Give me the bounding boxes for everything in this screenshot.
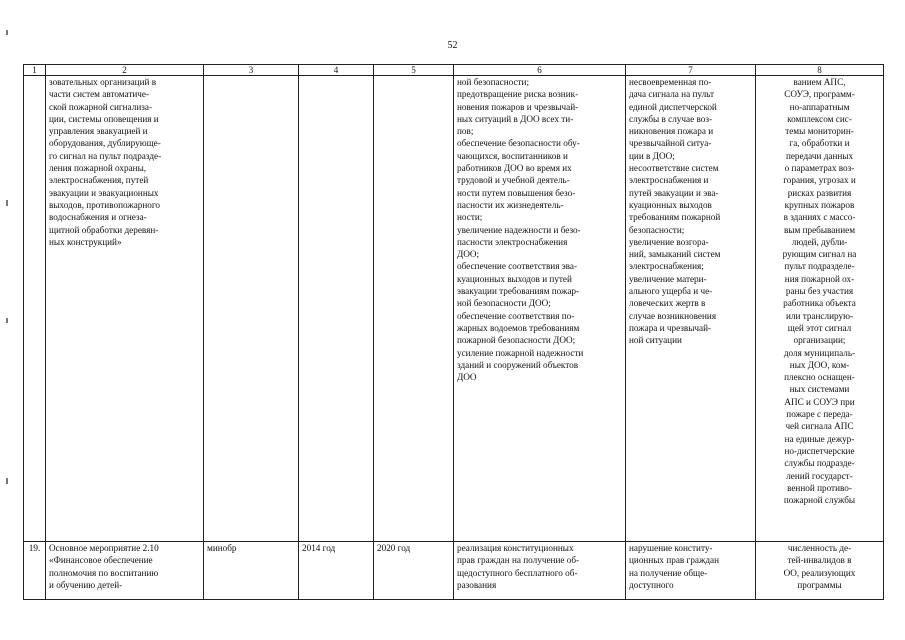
start-year-cell: 2014 год xyxy=(299,542,374,600)
executor-cell xyxy=(204,76,299,542)
text-line: единой диспетчерской xyxy=(629,101,717,112)
text-line: и обучению детей- xyxy=(49,579,123,590)
text-line: разования xyxy=(457,579,497,590)
text-line: трудовой и учебной деятель- xyxy=(457,175,570,186)
text-line: увеличение надежности и безо- xyxy=(457,224,581,235)
text-line: на получение обще- xyxy=(629,567,708,578)
text-line: несоответствие систем xyxy=(629,163,719,174)
text-line: нарушение конститу- xyxy=(629,543,713,553)
text-line: эвакуации требованиям пожар- xyxy=(457,286,580,297)
text-line: увеличение матери- xyxy=(629,273,707,284)
text-line: га, обработки и xyxy=(789,138,850,149)
start-year-cell xyxy=(299,76,374,542)
text-line: куационных выходов и путей xyxy=(457,273,572,284)
text-line: новения пожаров и чрезвычай- xyxy=(457,101,579,112)
indicator-cell xyxy=(756,542,884,600)
text-line: ной безопасности; xyxy=(457,77,530,87)
text-line: случае возникновения xyxy=(629,310,717,321)
consequences-cell xyxy=(626,76,756,542)
binding-mark xyxy=(6,200,8,206)
text-line: службы в случае воз- xyxy=(629,113,713,124)
text-line: работника объекта xyxy=(783,298,856,309)
text-line: предотвращение риска возник- xyxy=(457,89,579,100)
consequences-cell xyxy=(626,542,756,600)
text-line: пожаре с переда- xyxy=(786,409,853,420)
text-line: чей сигнала АПС xyxy=(785,421,854,432)
text-line: пов; xyxy=(457,126,474,137)
text-line: но-диспетчерские xyxy=(784,445,855,456)
text-line: безопасности; xyxy=(629,224,685,235)
text-line: «Финансовое обеспечение xyxy=(49,555,153,566)
text-line: чрезвычайной ситуа- xyxy=(629,138,712,149)
expected-result-cell xyxy=(454,542,626,600)
text-line: части систем автоматиче- xyxy=(49,89,150,100)
text-line: путей эвакуации и эва- xyxy=(629,187,719,198)
text-line: обеспечение соответствия по- xyxy=(457,310,575,321)
text-line: доступного xyxy=(629,579,674,590)
text-line: ской пожарной сигнализа- xyxy=(49,101,153,112)
text-line: ной ситуации xyxy=(629,335,682,346)
end-year-cell xyxy=(374,76,454,542)
text-line: ной безопасности ДОО; xyxy=(457,298,551,309)
text-line: выходов, противопожарного xyxy=(49,199,161,210)
page-number: 52 xyxy=(447,40,458,51)
text-line: пожара и чрезвычай- xyxy=(629,322,712,333)
text-line: ОО, реализующих xyxy=(783,567,856,578)
text-line: пульт подразделе- xyxy=(784,261,855,272)
text-line: щедоступного бесплатного об- xyxy=(457,567,578,578)
binding-mark xyxy=(6,30,8,35)
text-line: управления эвакуацией и xyxy=(49,126,148,137)
text-line: дача сигнала на пульт xyxy=(629,89,715,100)
text-line: плексно оснащен- xyxy=(784,372,855,383)
text-line: чающихся, воспитанников и xyxy=(457,150,568,161)
text-line: ных системами xyxy=(789,384,850,395)
text-line: обеспечение соответствия эва- xyxy=(457,261,578,272)
text-line: программы xyxy=(797,579,842,590)
indicator-cell xyxy=(756,76,884,542)
text-line: пасности электроснабжения xyxy=(457,236,568,247)
text-line: жарных водоемов требованиям xyxy=(457,322,580,333)
text-line: темы мониторин- xyxy=(785,126,854,137)
text-line: ального ущерба и че- xyxy=(629,286,713,297)
text-line: в зданиях с массо- xyxy=(783,212,856,223)
text-line: горания, угрозах и xyxy=(783,175,856,186)
text-line: АПС и СОУЭ при xyxy=(784,396,855,407)
text-line: ности путем повышения безо- xyxy=(457,187,576,198)
end-year-cell: 2020 год xyxy=(374,542,454,600)
text-line: Основное мероприятие 2.10 xyxy=(49,543,159,553)
text-line: передачи данных xyxy=(785,150,854,161)
text-line: водоснабжения и огнеза- xyxy=(49,212,147,223)
table-row-19 xyxy=(24,542,884,600)
text-line: усиление пожарной надежности xyxy=(457,347,584,358)
text-line: требованиям пожарной xyxy=(629,212,721,223)
program-table xyxy=(23,64,884,600)
text-line: прав граждан на получение об- xyxy=(457,555,580,566)
expected-result-cell xyxy=(454,76,626,542)
text-line: ния пожарной ох- xyxy=(784,273,855,284)
table-row-continued xyxy=(24,76,884,542)
column-number: 6 xyxy=(454,65,626,76)
text-line: пасности их жизнедеятель- xyxy=(457,199,564,210)
row-number-cell xyxy=(24,76,46,542)
text-line: тей-инвалидов в xyxy=(787,555,852,566)
text-line: оборудования, дублирующе- xyxy=(49,138,161,149)
text-line: пожарной службы xyxy=(783,495,856,506)
text-line: электроснабжения и xyxy=(629,175,709,186)
text-line: никновения пожара и xyxy=(629,126,714,137)
text-line: эвакуации и эвакуационных xyxy=(49,187,159,198)
column-number: 2 xyxy=(46,65,204,76)
text-line: щитной обработки деревян- xyxy=(49,224,159,235)
text-line: раны без участия xyxy=(785,286,854,297)
text-line: зовательных организаций в xyxy=(49,77,157,87)
text-line: или транслирую- xyxy=(786,310,853,321)
column-number: 7 xyxy=(626,65,756,76)
text-line: доля муниципаль- xyxy=(783,347,856,358)
text-line: людей, дубли- xyxy=(791,236,848,247)
text-line: ных ситуаций в ДОО всех ти- xyxy=(457,113,574,124)
text-line: ДОО xyxy=(457,372,477,383)
executor-cell: минобр xyxy=(204,542,299,600)
column-number: 8 xyxy=(756,65,884,76)
text-line: организации; xyxy=(793,335,846,346)
text-line: ных конструкций» xyxy=(49,236,122,247)
text-line: ления пожарной охраны, xyxy=(49,163,147,174)
text-line: работников ДОО во время их xyxy=(457,163,572,174)
measure-name-cell xyxy=(46,76,204,542)
text-line: куационных выходов xyxy=(629,199,712,210)
text-line: ционных прав граждан xyxy=(629,555,720,566)
text-line: го сигнал на пульт подразде- xyxy=(49,150,162,161)
text-line: но-аппаратным xyxy=(789,101,850,112)
text-line: ции в ДОО; xyxy=(629,150,675,161)
text-line: комплексом сис- xyxy=(787,113,852,124)
column-number: 5 xyxy=(374,65,454,76)
column-number: 3 xyxy=(204,65,299,76)
text-line: увеличение возгора- xyxy=(629,236,709,247)
text-line: электроснабжения; xyxy=(629,261,704,272)
column-number: 4 xyxy=(299,65,374,76)
text-line: полномочия по воспитанию xyxy=(49,567,159,578)
text-line: обеспечение безопасности обу- xyxy=(457,138,580,149)
text-line: ДОО; xyxy=(457,249,480,260)
text-line: крупных пожаров xyxy=(784,199,855,210)
text-line: службы подразде- xyxy=(784,458,855,469)
text-line: реализация конституционных xyxy=(457,543,574,553)
column-number-row xyxy=(24,65,884,76)
row-number-cell: 19. xyxy=(24,542,46,600)
text-line: венной противо- xyxy=(787,482,852,493)
text-line: ний, замыканий систем xyxy=(629,249,721,260)
binding-mark xyxy=(6,318,8,323)
text-line: численность де- xyxy=(787,543,852,553)
text-line: щей этот сигнал xyxy=(787,322,852,333)
binding-mark xyxy=(6,478,8,484)
text-line: лений государст- xyxy=(786,470,853,481)
measure-name-cell xyxy=(46,542,204,600)
text-line: пожарной безопасности ДОО; xyxy=(457,335,576,346)
text-line: СОУЭ, программ- xyxy=(784,89,855,100)
text-line: рисках развития xyxy=(787,187,852,198)
text-line: на единые дежур- xyxy=(784,433,855,444)
text-line: ных ДОО, ком- xyxy=(789,359,850,370)
text-line: зданий и сооружений объектов xyxy=(457,359,579,370)
text-line: рующим сигнал на xyxy=(782,249,857,260)
text-line: вым пребыванием xyxy=(783,224,856,235)
text-line: несвоевременная по- xyxy=(629,77,712,87)
text-line: ности; xyxy=(457,212,483,223)
text-line: ловеческих жертв в xyxy=(629,298,706,309)
text-line: электроснабжения, путей xyxy=(49,175,149,186)
column-number: 1 xyxy=(24,65,46,76)
text-line: ванием АПС, xyxy=(793,77,846,87)
text-line: ции, системы оповещения и xyxy=(49,113,159,124)
text-line: о параметрах воз- xyxy=(784,163,855,174)
